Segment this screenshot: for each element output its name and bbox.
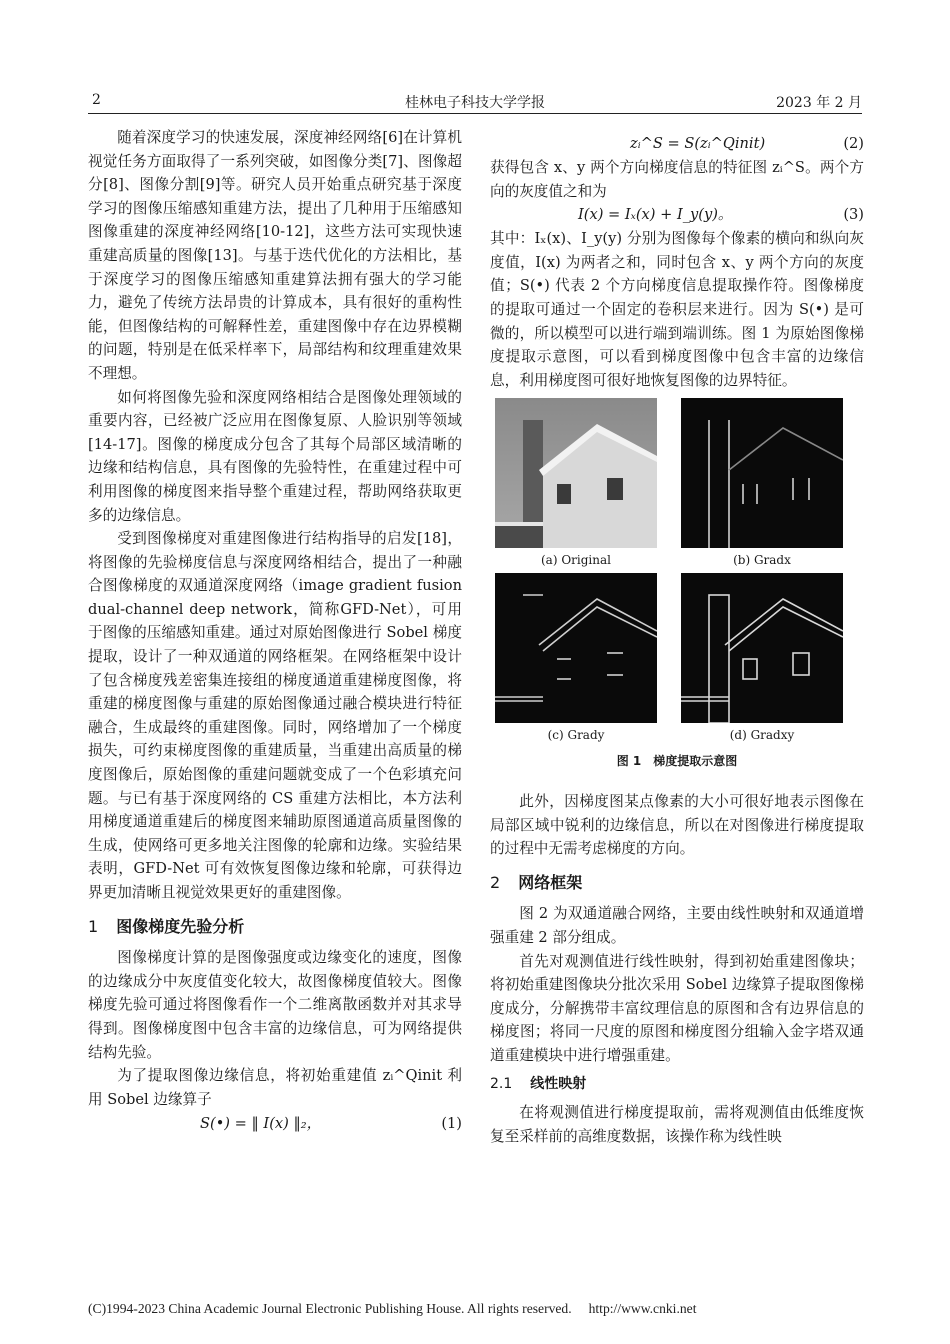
section-heading-1: 1 图像梯度先验分析 [88,916,245,936]
gradxy-image [681,573,843,723]
figure-panel-gradxy [680,573,844,744]
equation-2: zᵢ^S = S(zᵢ^Qinit) (2) [630,135,864,153]
page-number: 2 [92,92,101,108]
figure-panel-gradx [680,398,844,569]
house-original-image [495,398,657,548]
paragraph: 如何将图像先验和深度网络相结合是图像处理领域的重要内容，已经被广泛应用在图像复原、人脸识别等领域[14-17]。图像的梯度成分包含了其每个局部区域清晰的边缘和结构信息，具有图像的先验特性，在重建过程中可利用图像的梯度图来指导整个重建过程，帮助网络获取更多的边缘信息。 [88,388,462,524]
paragraph: 在将观测值进行梯度提取前，需将观测值由低维度恢复至采样前的高维度数据，该操作称为线性映 [490,1104,864,1145]
paragraph: 图像梯度计算的是图像强度或边缘变化的速度，图像的边缘成分中灰度值变化较大，故图像梯度值较大。图像梯度先验可通过将图像看作一个二维离散函数并对其求导得到。图像梯度图中包含丰富的边缘信息，可为网络提供结构先验。 [88,949,462,1061]
right-column [490,132,864,1148]
left-column [88,126,462,1135]
figure-panel-label: (a) Original [541,553,611,568]
subsection-heading-2-1: 2.1 线性映射 [490,1076,587,1093]
figure-caption: 图 1 梯度提取示意图 [616,754,738,769]
figure-panel-grady [494,573,658,744]
paragraph: 受到图像梯度对重建图像进行结构指导的启发[18]，将图像的先验梯度信息与深度网络相结合，提出了一种融合图像梯度的双通道深度网络（image gradient fusion dual-channel deep network，简称GFD-Net），可用于图像的压缩感知重建。通过对原始图像进行 Sobel 梯度提取，设计了一种双通道的网络框架。在网络框架中设计了包含梯度残差密集连接组的梯度通道重建梯度图像，将重建的梯度图像与重建的原始图像通过融合模块进行特征融合，生成最终的重建图像。同时，网络增加了一个梯度损失，可约束梯度图像的重建质量，当重建出高质量的梯度图像后，原始图像的重建问题就变成了一个色彩填充问题。与已有基于深度网络的 CS 重建方法相比，本方法利用梯度通道重建后的梯度图来辅助原图通道高质量图像的生成，使网络可更多地关注图像的轮廓和边缘。实验结果表明，GFD-Net 可有效恢复图像边缘和轮廓，可获得边界更加清晰且视觉效果更好的重建图像。 [88,530,462,901]
figure-panel-label: (b) Gradx [733,553,791,568]
equation-1: S(•) = ‖ I(x) ‖₂， (1) [200,1114,462,1132]
paragraph: 其中：Iₓ(x)、I_y(y) 分别为图像每个像素的横向和纵向灰度值，I(x) 为两者之和，同时包含 x、y 两个方向的灰度值；S(•) 代表 2 个方向梯度信息提取操作符。图像梯度的提取可通过一个固定的卷积层来进行。因为 S(•) 是可微的，所以模型可以进行端到端训练。图 1 为原始图像梯度提取示意图，可以看到梯度图像中包含丰富的边缘信息，利用梯度图可很好地恢复图像的边界特征。 [490,230,864,389]
gradx-image [681,398,843,548]
header-rule [88,113,862,114]
figure-panel-label: (c) Grady [547,728,605,743]
copyright-footer: (C)1994-2023 China Academic Journal Electronic Publishing House. All rights reserved. http://www.cnki.net [88,1301,697,1316]
paragraph: 此外，因梯度图某点像素的大小可很好地表示图像在局部区域中锐利的边缘信息，所以在对图像进行梯度提取的过程中无需考虑梯度的方向。 [490,792,864,858]
paragraph: 首先对观测值进行线性映射，得到初始重建图像块；将初始重建图像块分批次采用 Sobel 边缘算子提取图像梯度成分，分解携带丰富纹理信息的原图和含有边界信息的梯度图；将同一尺度的原图和梯度图分组输入金字塔双通道重建模块中进行增强重建。 [490,952,864,1064]
journal-title: 桂林电子科技大学学报 [405,95,545,111]
paragraph: 为了提取图像边缘信息，将初始重建值 zᵢ^Qinit 利用 Sobel 边缘算子 [88,1067,462,1108]
figure-panel-label: (d) Gradxy [729,728,795,743]
figure-panel-original [494,398,658,569]
paragraph: 随着深度学习的快速发展，深度神经网络[6]在计算机视觉任务方面取得了一系列突破，如图像分类[7]、图像超分[8]、图像分割[9]等。研究人员开始重点研究基于深度学习的图像压缩感知重建方法，提出了几种用于压缩感知图像重建的深度神经网络[10-12]，这些方法可实现快速重建高质量的图像[13]。与基于迭代优化的方法相比，基于深度学习的图像压缩感知重建算法拥有强大的学习能力，避免了传统方法昂贵的计算成本，具有很好的重构性能，但图像结构的可解释性差，重建图像中存在边界模糊的问题，特别是在低采样率下，局部结构和纹理重建效果不理想。 [88,129,462,382]
grady-image [495,573,657,723]
paragraph: 图 2 为双通道融合网络，主要由线性映射和双通道增强重建 2 部分组成。 [490,905,864,946]
paragraph: 获得包含 x、y 两个方向梯度信息的特征图 zᵢ^S。两个方向的灰度值之和为 [490,159,864,200]
issue-date: 2023 年 2 月 [776,95,862,111]
figure-1 [494,398,844,744]
section-heading-2: 2 网络框架 [490,872,583,892]
equation-3: I(x) = Iₓ(x) + I_y(y)。 (3) [578,206,864,224]
